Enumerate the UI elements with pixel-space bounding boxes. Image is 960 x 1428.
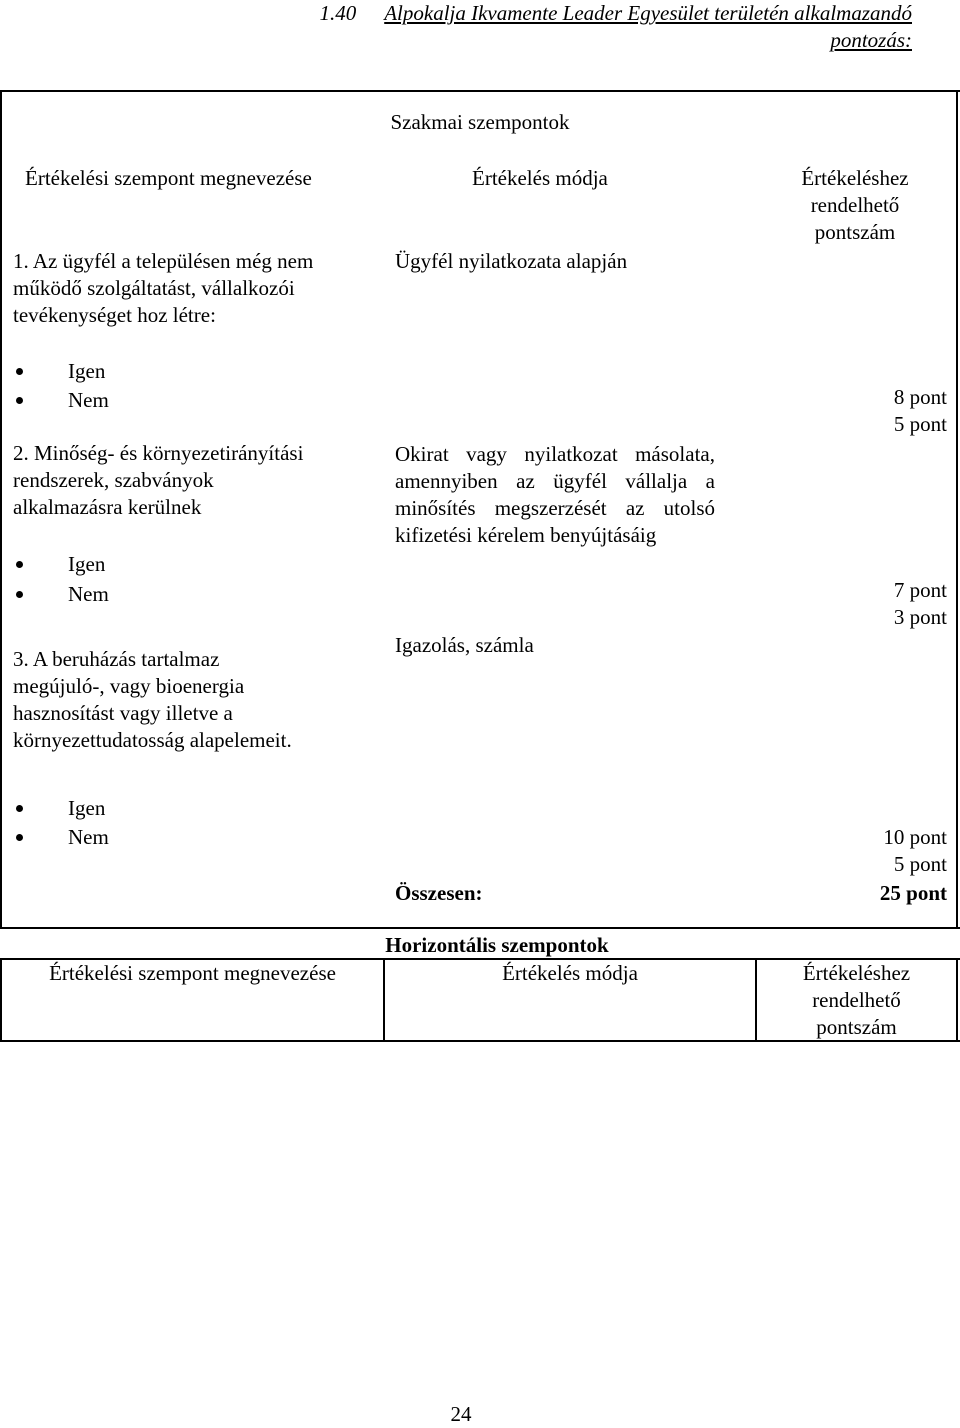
criterion-3-option-no: Nem [68,825,109,849]
total-label: Összesen: [395,881,483,905]
table-top-border [0,90,960,92]
section-title-line1: Alpokalja Ikvamente Leader Egyesület területén alkalmazandó [384,1,912,25]
criterion-2-text-line1: 2. Minőség- és környezetirányítási [13,441,304,465]
bullet-icon [16,397,23,404]
document-heading-cont [830,27,912,54]
criterion-1-points-no: 5 pont [893,412,947,436]
criterion-3-points-yes: 10 pont [883,825,947,849]
criterion-3-method: Igazolás, számla [395,633,534,657]
criterion-3-text-line2: megújuló-, vagy bioenergia [13,674,245,698]
total-value: 25 pont [879,881,947,905]
criterion-2-points-no: 3 pont [893,605,947,629]
bullet-icon [16,834,23,841]
criterion-1-points-yes: 8 pont [893,385,947,409]
column-header-points-l3: pontszám [814,220,896,244]
criterion-2-points-yes: 7 pont [893,578,947,602]
cell-border-right [956,958,958,1042]
criterion-2-text-line2: rendszerek, szabványok [13,468,214,492]
table-right-border [956,90,958,929]
document-heading [319,0,912,27]
criterion-2-text-line3: alkalmazásra kerülnek [13,495,202,519]
criterion-3-text-line1: 3. A beruházás tartalmaz [13,647,220,671]
criterion-1-text-line3: tevékenységet hoz létre: [13,303,216,327]
table-left-border [0,90,2,929]
column-header-method: Értékelés módja [472,166,608,190]
criterion-1-method: Ügyfél nyilatkozata alapján [395,249,628,273]
column-header-points-l1: Értékeléshez [801,166,909,190]
column-header-criterion: Értékelési szempont megnevezése [25,166,312,190]
section-title-line2: pontozás: [830,28,912,52]
bullet-icon [16,368,23,375]
page-number: 24 [450,1402,472,1426]
bullet-icon [16,561,23,568]
criterion-1-text-line1: 1. Az ügyfél a településen még nem [13,249,314,273]
bullet-icon [16,805,23,812]
table-bottom-border [0,927,960,929]
horizontal-column-header-points-l2: rendelhető [812,988,901,1012]
horizontal-column-header-criterion: Értékelési szempont megnevezése [49,961,336,985]
criterion-1-text-line2: működő szolgáltatást, vállalkozói [13,276,295,300]
criterion-3-option-yes: Igen [68,796,106,820]
criterion-2-method: Okirat vagy nyilatkozat másolata, amennyiben az ügyfél vállalja a minősítés megszerzését az utolsó kifizetési kérelem benyújtásáig [395,442,715,547]
bullet-icon [16,591,23,598]
column-header-points-l2: rendelhető [810,193,900,217]
criterion-1-option-no: Nem [68,388,109,412]
criterion-2-option-no: Nem [68,582,109,606]
horizontal-column-header-points-l3: pontszám [816,1015,897,1039]
criterion-3-text-line4: környezettudatosság alapelemeit. [13,728,292,752]
professional-section-title: Szakmai szempontok [390,110,570,134]
criterion-3-points-no: 5 pont [893,852,947,876]
criterion-3-text-line3: hasznosítást vagy illetve a [13,701,233,725]
horizontal-column-header-method: Értékelés módja [502,961,638,985]
horizontal-section-title: Horizontális szempontok [385,933,609,957]
criterion-1-option-yes: Igen [68,359,106,383]
criterion-2-option-yes: Igen [68,552,106,576]
section-number: 1.40 [319,1,357,25]
horizontal-column-header-points-l1: Értékeléshez [802,961,911,985]
